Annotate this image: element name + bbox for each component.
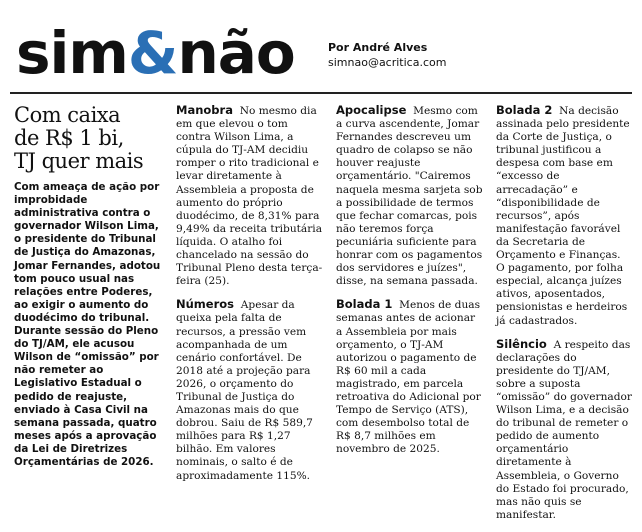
- column-logo: [16, 20, 295, 86]
- note-text: No mesmo dia em que elevou o tom contra Wilson Lima, a cúpula do TJ-AM decidiu romper o rito tradicional e levar diretamente à Assembleia a proposta de aumento do próprio duodécimo, de 8,31% para 9,49% da receita tributária líquida. O atalho foi chancelado na sessão do Tribunal Pleno desta terça-feira (25).: [176, 105, 323, 288]
- logo-sim: sim: [16, 19, 128, 87]
- author-email: simnao@acritica.com: [328, 56, 447, 69]
- note-text: Na decisão assinada pelo presidente da Corte de Justiça, o tribunal justificou a despesa com base em “excesso de arrecadação” e “disponibilidade de recursos”, após manifestação favorável da Secretaria de Orçamento e Finanças. O pagamento, por folha especial, alcança juízes ativos, aposentados, pensionistas e herdeiros já cadastrados.: [496, 105, 630, 327]
- note-kicker: Silêncio: [496, 336, 547, 351]
- note-text: Mesmo com a curva ascendente, Jomar Fernandes descreveu um quadro de colapso se não houver reajuste orçamentário. "Cairemos naquela mesma sarjeta sob a possibilidade de termos que fechar comarcas, pois não teremos força pecuniária suficiente para honrar com os pagamentos dos servidores e juízes", disse, na semana passada.: [336, 105, 483, 288]
- note-kicker: Apocalipse: [336, 103, 407, 117]
- note-manobra: [176, 104, 324, 288]
- logo-nao: não: [177, 19, 295, 87]
- headline-line-1: Com caixa: [14, 103, 121, 127]
- note-kicker: Números: [176, 297, 235, 312]
- column-4: [496, 104, 632, 532]
- note-text: A respeito das declarações do presidente do TJ/AM, sobre a suposta “omissão” do governador Wilson Lima, e a decisão do tribunal de remeter o pedido de aumento orçamentário diretamente à Assembleia, o Governo do Estado foi procurado, mas não quis se manifestar.: [496, 338, 632, 521]
- author-name: Por André Alves: [328, 41, 428, 54]
- logo-ampersand: &: [127, 19, 178, 87]
- note-bolada-2: [496, 104, 632, 328]
- note-numeros: [176, 298, 324, 482]
- note-kicker: Bolada 1: [336, 297, 393, 312]
- column-3: [336, 104, 484, 466]
- note-bolada-1: [336, 298, 484, 456]
- masthead: [10, 14, 630, 92]
- lead-body: Com ameaça de ação por improbidade administrativa contra o governador Wilson Lima, o presidente do Tribunal de Justiça do Amazonas, Jomar Fernandes, adotou tom pouco usual nas relações entre Poderes, ao exigir o aumento do duodécimo do tribunal. Durante sessão do Pleno do TJ/AM, ele acusou Wilson de “omissão” por não remeter ao Legislativo Estadual o pedido de reajuste, enviado à Casa Civil na semana passada, quatro meses após a aprovação da Lei de Diretrizes Orçamentárias de 2026.: [14, 181, 161, 468]
- note-text: Menos de duas semanas antes de acionar a Assembleia por mais orçamento, o TJ-AM autorizou o pagamento de R$ 60 mil a cada magistrado, em parcela retroativa do Adicional por Tempo de Serviço (ATS), com desembolso total de R$ 8,7 milhões em novembro de 2025.: [336, 299, 481, 456]
- note-silencio: [496, 338, 632, 522]
- headline-line-3: TJ quer mais: [14, 149, 144, 173]
- note-kicker: Bolada 2: [496, 103, 553, 117]
- headline-line-2: de R$ 1 bi,: [14, 126, 124, 150]
- column-2: [176, 104, 324, 493]
- byline: [328, 40, 446, 70]
- column-lead: [14, 104, 164, 479]
- note-kicker: Manobra: [176, 103, 233, 117]
- note-apocalipse: [336, 104, 484, 288]
- note-text: Apesar da queixa pela falta de recursos, a pressão vem acompanhada de um cenário confortável. De 2018 até a projeção para 2026, o orçamento do Tribunal de Justiça do Amazonas mais do que dobrou. Saiu de R$ 589,7 milhões para R$ 1,27 bilhão. Em valores nominais, o salto é de aproximadamente 115%.: [176, 299, 313, 482]
- lead-headline: [14, 104, 164, 173]
- header-divider: [10, 92, 632, 94]
